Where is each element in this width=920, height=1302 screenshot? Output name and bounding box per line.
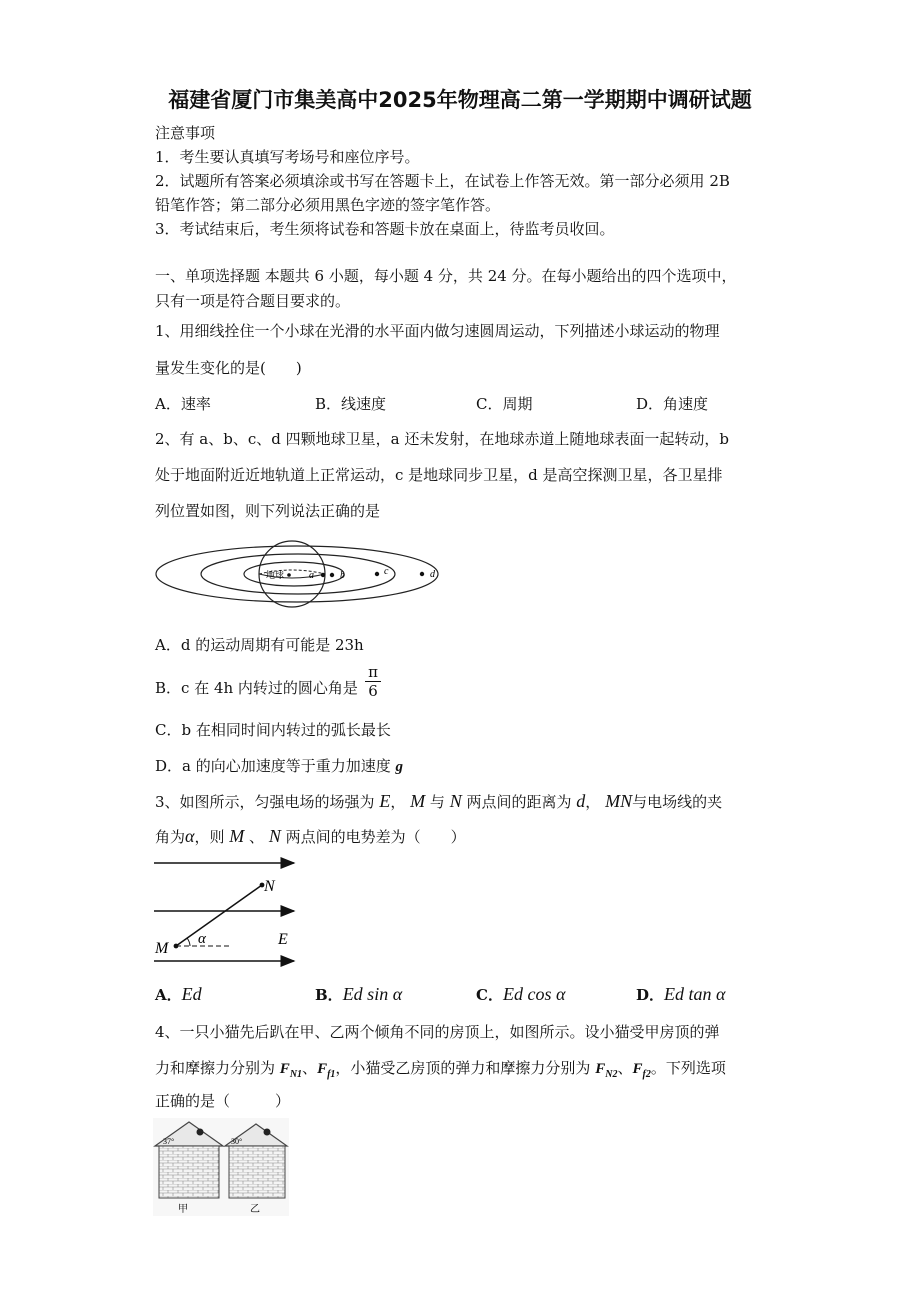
symbol-F: F: [595, 1061, 606, 1077]
notice-item: 2．试题所有答案必须填涂或书写在答题卡上，在试卷上作答无效。第一部分必须用 2B: [155, 172, 730, 190]
house-1-label: 甲: [178, 1204, 188, 1215]
symbol-N: N: [449, 791, 462, 811]
satellite-c: [375, 572, 379, 576]
symbol-F: F: [279, 1061, 290, 1077]
question-1-option-b: B．线速度: [315, 395, 387, 413]
satellite-c-label: c: [384, 566, 389, 577]
option-expr: Ed cos α: [502, 984, 566, 1004]
satellite-d-label: d: [430, 569, 435, 580]
symbol-F: F: [317, 1061, 328, 1077]
stem-text: 与电场线的夹: [632, 793, 723, 811]
notice-heading: 注意事项: [155, 124, 216, 142]
question-1-option-a: A．速率: [155, 395, 211, 413]
section-heading: 一、单项选择题 本题共 6 小题，每小题 4 分，共 24 分。在每小题给出的四个选项中，: [155, 267, 737, 285]
option-label: C．: [476, 986, 503, 1004]
roof-1-angle: 37°: [163, 1137, 175, 1146]
question-3-option-b: [315, 984, 402, 1005]
stem-text: 力和摩擦力分别为: [155, 1059, 276, 1077]
house-1-wall: [159, 1146, 219, 1198]
satellite-d: [420, 572, 424, 576]
symbol-MN: MN: [605, 791, 633, 811]
option-expr: Ed tan α: [664, 984, 726, 1004]
label-N: N: [264, 878, 275, 895]
label-M: M: [155, 940, 169, 957]
label-alpha: α: [198, 931, 206, 947]
page-title: 福建省厦门市集美高中2025年物理高二第一学期期中调研试题: [168, 88, 752, 112]
symbol-FN2: [595, 1061, 618, 1080]
segment-MN: [176, 885, 262, 946]
question-3-option-a: [155, 984, 202, 1005]
notice-item: 铅笔作答；第二部分必须用黑色字迹的签字笔作答。: [155, 196, 501, 214]
electric-field-diagram: [152, 853, 302, 973]
house-2-wall: [229, 1146, 285, 1198]
cat-1: [197, 1129, 204, 1136]
symbol-Ff1: [317, 1061, 336, 1080]
subscript: f1: [327, 1069, 336, 1080]
question-1-option-c: C．周期: [476, 395, 533, 413]
stem-text: 两点间的距离为: [466, 793, 572, 811]
stem-text: 两点间的电势差为（ ）: [285, 828, 466, 846]
question-3-option-d: [636, 984, 725, 1005]
option-label: D．: [636, 986, 665, 1004]
label-E: E: [278, 931, 288, 948]
question-2-option-b: [155, 677, 358, 698]
section-heading-cont: 只有一项是符合题目要求的。: [155, 292, 351, 310]
fraction-pi-over-6: [365, 663, 381, 700]
satellite-a: [321, 573, 325, 577]
question-3-option-c: [476, 984, 565, 1005]
question-2-stem-cont: 列位置如图，则下列说法正确的是: [155, 502, 381, 520]
cat-2: [264, 1129, 271, 1136]
symbol-alpha: α: [185, 826, 195, 846]
question-2-option-d: [155, 755, 403, 776]
stem-text: 、: [302, 1059, 318, 1077]
symbol-d: d: [576, 791, 586, 811]
stem-text: 、: [617, 1059, 633, 1077]
point-M: [174, 944, 179, 949]
earth-center: [287, 573, 291, 577]
question-1-option-d: D．角速度: [636, 395, 709, 413]
stem-text: 、: [249, 828, 265, 846]
question-1-stem-cont: 量发生变化的是( ): [155, 359, 302, 377]
satellite-orbit-diagram: [152, 538, 452, 610]
question-4-stem-cont: [155, 1057, 726, 1080]
question-1-stem: 1、用细线拴住一个小球在光滑的水平面内做匀速圆周运动，下列描述小球运动的物理: [155, 322, 720, 340]
houses-figure: [153, 1118, 289, 1216]
symbol-g: g: [395, 759, 404, 775]
stem-text: ，小猫受乙房顶的弹力和摩擦力分别为: [335, 1059, 591, 1077]
question-2-option-a: A．d 的运动周期有可能是 23h: [155, 636, 364, 654]
option-label: B．: [315, 986, 343, 1004]
option-text: D．a 的向心加速度等于重力加速度: [155, 757, 391, 775]
question-2-stem: 2、有 a、b、c、d 四颗地球卫星，a 还未发射，在地球赤道上随地球表面一起转动，b: [155, 430, 729, 448]
option-expr: Ed sin α: [342, 984, 403, 1004]
option-text: B．c 在 4h 内转过的圆心角是: [155, 679, 358, 697]
notice-item: 1．考生要认真填写考场号和座位序号。: [155, 148, 420, 166]
stem-text: ，则: [194, 828, 225, 846]
fraction-numerator: π: [365, 663, 381, 682]
subscript: N2: [605, 1069, 618, 1080]
subscript: N1: [289, 1069, 303, 1080]
house-2-label: 乙: [250, 1204, 260, 1215]
symbol-F: F: [632, 1061, 643, 1077]
option-label: A．: [155, 986, 182, 1004]
satellite-b-label: b: [340, 570, 345, 581]
subscript: f2: [642, 1069, 651, 1080]
question-4-stem: 4、一只小猫先后趴在甲、乙两个倾角不同的房顶上，如图所示。设小猫受甲房顶的弹: [155, 1023, 720, 1041]
notice-item: 3．考试结束后，考生须将试卷和答题卡放在桌面上，待监考员收回。: [155, 220, 615, 238]
symbol-FN1: [279, 1061, 303, 1080]
question-2-stem-cont: 处于地面附近近地轨道上正常运动，c 是地球同步卫星，d 是高空探测卫星，各卫星排: [155, 466, 723, 484]
satellite-b: [330, 573, 334, 577]
satellite-a-label: a: [309, 570, 314, 581]
stem-text: 3、如图所示，匀强电场的场强为: [155, 793, 375, 811]
fraction-denominator: 6: [368, 682, 378, 700]
option-expr: Ed: [181, 984, 202, 1004]
stem-text: 。下列选项: [650, 1059, 726, 1077]
stem-text: ，: [585, 793, 601, 811]
symbol-M: M: [410, 791, 426, 811]
question-2-option-c: C．b 在相同时间内转过的弧长最长: [155, 721, 391, 739]
question-3-stem-cont: [155, 826, 466, 847]
question-3-stem: [155, 791, 722, 812]
stem-text: ，: [390, 793, 406, 811]
orbit-c: [201, 554, 395, 594]
stem-text: 角为: [155, 828, 186, 846]
roof-2-angle: 30°: [231, 1137, 243, 1146]
symbol-M: M: [229, 826, 245, 846]
symbol-N: N: [268, 826, 281, 846]
symbol-Ff2: [632, 1061, 651, 1080]
stem-text: 与: [429, 793, 445, 811]
earth-label: 地球: [266, 570, 285, 580]
question-4-stem-cont: 正确的是（ ）: [155, 1092, 291, 1110]
symbol-E: E: [379, 791, 391, 811]
angle-arc: [187, 938, 190, 946]
